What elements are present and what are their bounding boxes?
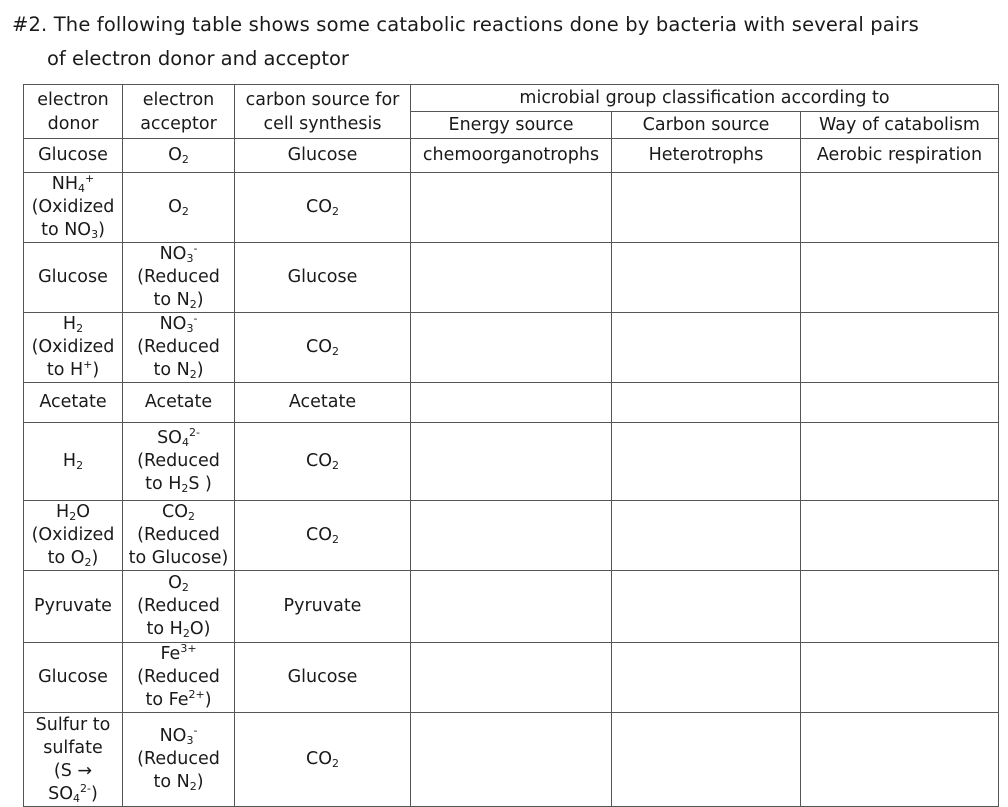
cell-carbon (235, 423, 411, 501)
cell-acceptor (123, 643, 235, 713)
header-energy-source: Energy source (411, 112, 612, 139)
cell-line (125, 313, 232, 336)
cell-carbon (235, 643, 411, 713)
cell-energy (411, 571, 612, 643)
cell-carbon-source (612, 643, 801, 713)
cell-acceptor (123, 313, 235, 383)
cell-acceptor (123, 501, 235, 571)
cell-text: ) (204, 690, 212, 710)
cell-line (26, 737, 120, 760)
cell-line (237, 144, 408, 167)
cell-text: to NO (41, 220, 92, 240)
cell-text: O (76, 502, 90, 522)
cell-text: ) (196, 360, 204, 380)
subscript: 3 (186, 322, 194, 335)
subscript: 2 (332, 757, 339, 770)
cell-energy (411, 423, 612, 501)
cell-catabolism (801, 571, 999, 643)
cell-text: to N (153, 360, 190, 380)
cell-acceptor (123, 173, 235, 243)
superscript: + (85, 172, 95, 185)
subscript: 2 (332, 345, 339, 358)
cell-carbon-source: Heterotrophs (612, 139, 801, 173)
subscript: 2 (84, 556, 92, 569)
cell-text: (Oxidized (31, 525, 115, 545)
cell-line (125, 144, 232, 167)
cell-text: CO (306, 197, 332, 217)
cell-carbon-source (612, 713, 801, 807)
cell-line (125, 266, 232, 289)
question-title (12, 8, 992, 76)
cell-line (237, 748, 408, 771)
subscript: 4 (181, 436, 189, 449)
cell-text: ) (91, 548, 99, 568)
cell-text: O) (189, 619, 211, 639)
cell-line (26, 524, 120, 547)
cell-line (125, 196, 232, 219)
cell-line (26, 760, 120, 783)
cell-text: Acetate (288, 392, 357, 412)
subscript: 2 (76, 459, 84, 472)
superscript: 2- (188, 426, 200, 439)
cell-energy (411, 501, 612, 571)
subscript: 2 (332, 533, 339, 546)
table-row (24, 243, 999, 313)
subscript: 2 (189, 368, 197, 381)
table-row (24, 501, 999, 571)
cell-line (125, 572, 232, 595)
cell-energy (411, 713, 612, 807)
cell-text: (Reduced (137, 337, 220, 357)
cell-text: to N (153, 772, 190, 792)
cell-line (26, 714, 120, 737)
superscript: 3+ (180, 642, 197, 655)
question-title-line1: #2. The following table shows some catabolic reactions done by bacteria with several pairs (12, 13, 919, 36)
cell-text: ) (91, 783, 98, 804)
cell-text: (Reduced (137, 267, 220, 287)
cell-line (125, 748, 232, 771)
cell-line (26, 666, 120, 689)
cell-line (26, 219, 120, 242)
cell-acceptor (123, 423, 235, 501)
cell-catabolism (801, 243, 999, 313)
cell-text: SO (48, 783, 74, 804)
cell-text: NO (159, 314, 187, 334)
header-electron-donor: electron donor (24, 85, 123, 139)
cell-text: S ) (188, 474, 212, 494)
cell-line (125, 618, 232, 641)
cell-carbon (235, 713, 411, 807)
cell-text: to H (46, 360, 84, 380)
subscript: 3 (91, 228, 99, 241)
cell-catabolism: Aerobic respiration (801, 139, 999, 173)
cell-line (125, 689, 232, 712)
cell-carbon-source (612, 501, 801, 571)
cell-line (125, 427, 232, 450)
table-row (24, 313, 999, 383)
cell-text: sulfate (43, 737, 103, 758)
table-body (24, 139, 999, 807)
cell-carbon (235, 313, 411, 383)
cell-line (125, 595, 232, 618)
cell-text: CO (306, 337, 332, 357)
cell-line (125, 725, 232, 748)
cell-line (125, 450, 232, 473)
cell-text: Glucose (38, 667, 108, 687)
cell-text: NO (159, 244, 187, 264)
cell-text: O (168, 197, 182, 217)
cell-catabolism (801, 173, 999, 243)
cell-catabolism (801, 313, 999, 383)
cell-text: (Reduced (137, 451, 220, 471)
cell-catabolism (801, 383, 999, 423)
table-row (24, 571, 999, 643)
cell-line (237, 336, 408, 359)
cell-line (125, 359, 232, 382)
cell-carbon-source (612, 571, 801, 643)
cell-catabolism (801, 423, 999, 501)
cell-text: H (62, 314, 77, 334)
cell-catabolism (801, 713, 999, 807)
cell-line (125, 243, 232, 266)
cell-carbon (235, 571, 411, 643)
table-row (24, 713, 999, 807)
subscript: 2 (181, 482, 189, 495)
cell-donor (24, 571, 123, 643)
cell-energy (411, 243, 612, 313)
cell-line (237, 391, 408, 414)
subscript: 4 (78, 182, 86, 195)
cell-line (26, 336, 120, 359)
header-electron-acceptor: electron acceptor (123, 85, 235, 139)
cell-line (125, 289, 232, 312)
subscript: 2 (188, 510, 195, 523)
cell-line (26, 547, 120, 570)
subscript: 2 (332, 459, 339, 472)
subscript: 2 (181, 581, 189, 594)
cell-text: NH (51, 174, 79, 194)
table-row (24, 643, 999, 713)
superscript: 2+ (188, 688, 205, 701)
cell-text: to N (153, 290, 190, 310)
cell-line (237, 196, 408, 219)
cell-line (26, 173, 120, 196)
cell-carbon-source (612, 423, 801, 501)
cell-acceptor (123, 571, 235, 643)
cell-carbon-source (612, 383, 801, 423)
cell-text: CO (306, 525, 332, 545)
cell-text: Glucose (38, 267, 108, 287)
superscript: - (193, 312, 198, 325)
header-carbon-source: Carbon source (612, 112, 801, 139)
cell-catabolism (801, 501, 999, 571)
cell-text: ) (92, 360, 100, 380)
cell-donor (24, 643, 123, 713)
cell-carbon (235, 383, 411, 423)
cell-line (125, 666, 232, 689)
cell-text: to Fe (145, 690, 189, 710)
cell-line (26, 391, 120, 414)
cell-line (26, 359, 120, 382)
cell-text: ) (196, 772, 204, 792)
header-classification: microbial group classification according to (411, 85, 999, 112)
cell-text: CO (162, 502, 188, 522)
cell-line (26, 313, 120, 336)
cell-text: O (168, 145, 182, 165)
cell-text: O (168, 573, 182, 593)
cell-donor (24, 139, 123, 173)
cell-carbon (235, 173, 411, 243)
cell-text: CO (306, 749, 332, 769)
cell-line (26, 501, 120, 524)
cell-carbon (235, 139, 411, 173)
cell-line (237, 595, 408, 618)
cell-line (125, 524, 232, 547)
table-row (24, 139, 999, 173)
cell-text: Glucose (38, 145, 108, 165)
cell-text: Pyruvate (283, 596, 362, 616)
subscript: 3 (186, 734, 194, 747)
table-row (24, 173, 999, 243)
cell-line (26, 595, 120, 618)
cell-text: (Oxidized (31, 337, 115, 357)
cell-energy (411, 313, 612, 383)
cell-energy (411, 173, 612, 243)
cell-text: ) (196, 290, 204, 310)
cell-text: to O (47, 548, 85, 568)
superscript: - (193, 242, 198, 255)
subscript: 4 (73, 791, 81, 805)
cell-text: ) (98, 220, 105, 240)
cell-text: Glucose (287, 145, 358, 165)
cell-text: Pyruvate (34, 596, 112, 616)
cell-text: CO (306, 451, 332, 471)
cell-line (26, 144, 120, 167)
cell-carbon-source (612, 313, 801, 383)
cell-text: H (56, 502, 70, 522)
cell-text: (Reduced (137, 596, 220, 616)
header-way-of-catabolism: Way of catabolism (801, 112, 999, 139)
cell-line (237, 524, 408, 547)
cell-text: SO (157, 428, 182, 448)
cell-acceptor (123, 139, 235, 173)
cell-line (125, 771, 232, 794)
cell-carbon (235, 243, 411, 313)
cell-line (26, 450, 120, 473)
cell-acceptor (123, 713, 235, 807)
cell-text: Fe (160, 644, 181, 664)
cell-text: Acetate (144, 392, 213, 412)
subscript: 2 (181, 205, 189, 218)
cell-acceptor (123, 383, 235, 423)
cell-line (237, 666, 408, 689)
cell-text: H (62, 451, 77, 471)
cell-text: to H (146, 619, 183, 639)
cell-line (125, 336, 232, 359)
cell-line (26, 196, 120, 219)
subscript: 2 (332, 205, 339, 218)
cell-donor (24, 501, 123, 571)
cell-text: (S → (53, 760, 93, 781)
cell-text: (Oxidized (31, 197, 115, 217)
cell-line (237, 450, 408, 473)
cell-carbon (235, 501, 411, 571)
cell-donor (24, 173, 123, 243)
question-title-line2: of electron donor and acceptor (47, 47, 349, 70)
table-header (24, 85, 999, 139)
cell-donor (24, 423, 123, 501)
cell-line (125, 473, 232, 496)
subscript: 2 (189, 298, 197, 311)
cell-line (26, 266, 120, 289)
cell-text: Glucose (287, 667, 358, 687)
catabolic-reactions-table (23, 84, 999, 807)
subscript: 2 (189, 780, 197, 793)
cell-line (237, 266, 408, 289)
cell-donor (24, 383, 123, 423)
subscript: 3 (186, 252, 194, 265)
cell-text: NO (159, 726, 187, 746)
cell-line (125, 643, 232, 666)
subscript: 2 (69, 510, 77, 523)
cell-donor (24, 313, 123, 383)
table-row (24, 383, 999, 423)
superscript: 2- (80, 781, 92, 795)
cell-text: to Glucose) (128, 548, 229, 568)
cell-text: (Reduced (137, 749, 220, 769)
cell-line (26, 783, 120, 806)
cell-carbon-source (612, 173, 801, 243)
cell-donor (24, 243, 123, 313)
table-row (24, 423, 999, 501)
cell-text: Glucose (287, 267, 358, 287)
superscript: - (193, 724, 198, 737)
cell-text: (Reduced (137, 525, 220, 545)
cell-energy (411, 383, 612, 423)
cell-line (125, 547, 232, 570)
cell-line (125, 391, 232, 414)
cell-text: Sulfur to (35, 714, 111, 735)
cell-acceptor (123, 243, 235, 313)
cell-text: Acetate (39, 392, 107, 412)
cell-text: to H (145, 474, 182, 494)
cell-donor (24, 713, 123, 807)
cell-catabolism (801, 643, 999, 713)
subscript: 2 (181, 153, 189, 166)
subscript: 2 (76, 322, 84, 335)
cell-line (125, 501, 232, 524)
subscript: 2 (182, 627, 190, 640)
superscript: + (83, 358, 93, 371)
cell-carbon-source (612, 243, 801, 313)
cell-text: (Reduced (137, 667, 220, 687)
cell-energy (411, 643, 612, 713)
header-carbon-source-cell-synthesis: carbon source for cell synthesis (235, 85, 411, 139)
cell-energy: chemoorganotrophs (411, 139, 612, 173)
